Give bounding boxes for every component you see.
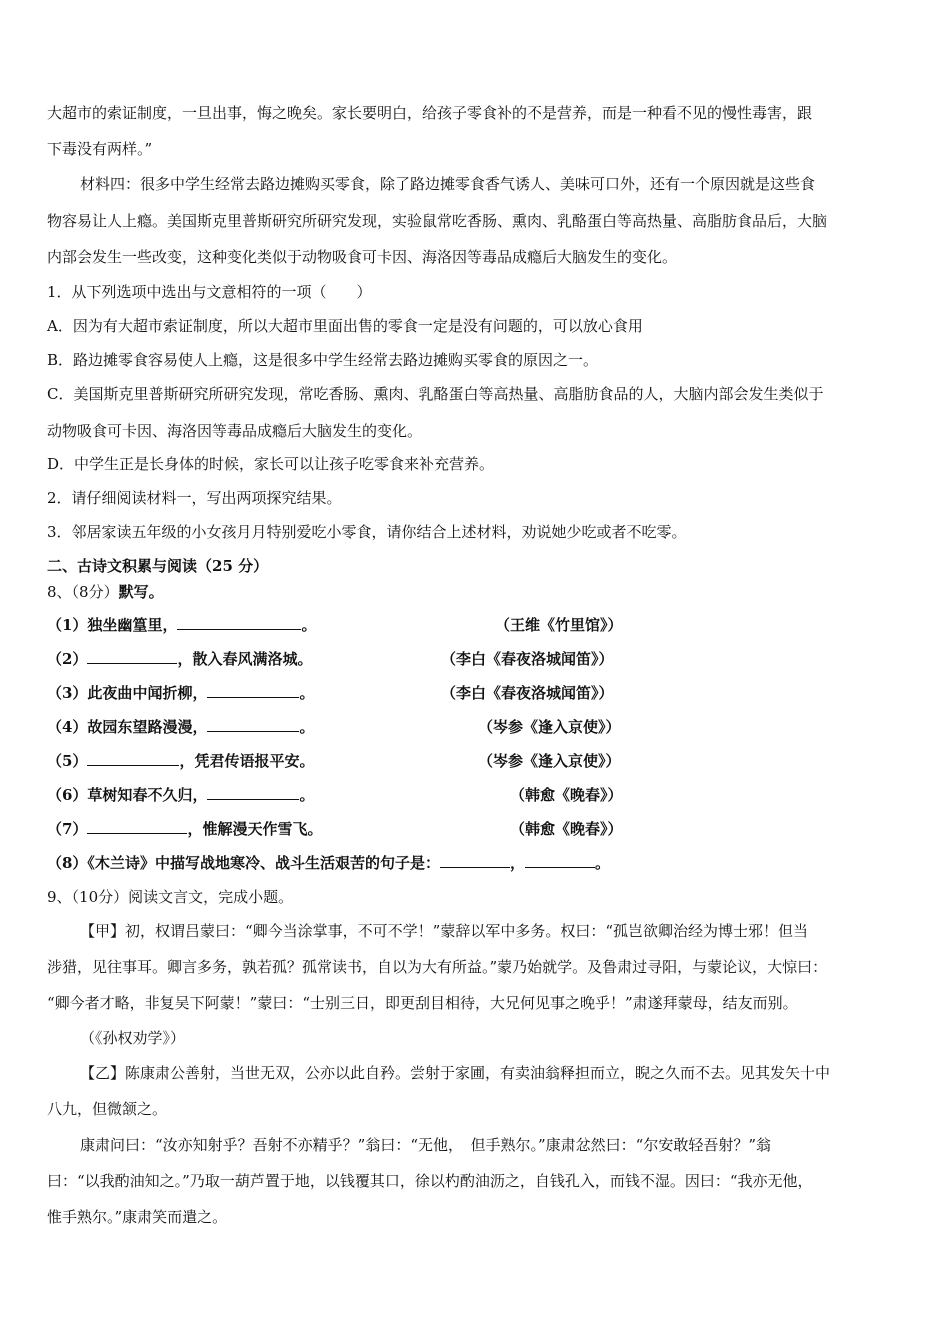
answer-blank[interactable] <box>177 615 301 630</box>
q8-item-8-pre: （8）《木兰诗》中描写战地寒冷、战斗生活艰苦的句子是： <box>47 854 440 872</box>
q8-item-3 <box>47 683 314 703</box>
material4-line3: 内部会发生一些改变，这种变化类似于动物吸食可卡因、海洛因等毒品成瘾后大脑发生的变化。 <box>47 248 678 266</box>
q8-item-7-pre: （7） <box>47 820 88 838</box>
q1-option-c-line1: C．美国斯克里普斯研究所研究发现，常吃香肠、熏肉、乳酪蛋白等高热量、高脂肪食品的人，大脑内部会发生类似于 <box>47 385 824 403</box>
answer-blank[interactable] <box>87 751 179 766</box>
q8-item-4-source: （岑参《逢入京使》） <box>478 718 621 736</box>
q8-item-7-post: ，惟解漫天作雪飞。 <box>187 820 323 838</box>
q8-item-1-source: （王维《竹里馆》） <box>495 616 623 634</box>
material4-line1: 材料四：很多中学生经常去路边摊购买零食，除了路边摊零食香气诱人、美味可口外，还有一个原因就是这些食 <box>80 175 816 193</box>
q1-stem: 1．从下列选项中选出与文意相符的一项（ ） <box>47 283 372 301</box>
passage-yi-line3: 康肃问曰：“汝亦知射乎？吾射不亦精乎？”翁曰：“无他， 但手熟尔。”康肃忿然曰：“尔安敢轻吾射？”翁 <box>80 1136 772 1154</box>
q8-item-5-pre: （5） <box>47 752 88 770</box>
q8-item-1 <box>47 615 316 635</box>
q8-item-6 <box>47 785 314 805</box>
q1-option-d: D．中学生正是长身体的时候，家长可以让孩子吃零食来补充营养。 <box>47 455 495 473</box>
q8-item-8-post: 。 <box>594 854 610 872</box>
q8-item-5 <box>47 751 314 771</box>
q9-heading: 9、（10分）阅读文言文，完成小题。 <box>47 888 294 906</box>
q8-item-3-post: 。 <box>299 684 315 702</box>
q8-item-7 <box>47 819 322 839</box>
q8-item-5-post: ，凭君传语报平安。 <box>179 752 315 770</box>
q8-item-4-pre: （4）故园东望路漫漫， <box>47 718 208 736</box>
q8-item-2-post: ，散入春风满洛城。 <box>177 650 313 668</box>
passage-jia-line2: 涉猎，见往事耳。卿言多务，孰若孤？孤常读书，自以为大有所益。”蒙乃始就学。及鲁肃过寻阳，与蒙论议，大惊曰： <box>47 958 828 976</box>
q3-stem: 3．邻居家读五年级的小女孩月月特别爱吃小零食，请你结合上述材料，劝说她少吃或者不吃零。 <box>47 523 687 541</box>
answer-blank[interactable] <box>207 683 299 698</box>
passage-jia-line3: “卿今者才略，非复吴下阿蒙！”蒙曰：“士别三日，即更刮目相待，大兄何见事之晚乎！”肃遂拜蒙母，结友而别。 <box>47 994 798 1012</box>
q8-item-2-pre: （2） <box>47 650 88 668</box>
q8-item-3-source: （李白《春夜洛城闻笛》） <box>441 684 614 702</box>
material4-line2: 物容易让人上瘾。美国斯克里普斯研究所研究发现，实验鼠常吃香肠、熏肉、乳酪蛋白等高热量、高脂肪食品后，大脑 <box>47 212 828 230</box>
q8-item-5-source: （岑参《逢入京使》） <box>478 752 621 770</box>
q8-item-6-pre: （6）草树知春不久归， <box>47 786 208 804</box>
q1-option-a: A．因为有大超市索证制度，所以大超市里面出售的零食一定是没有问题的，可以放心食用 <box>47 317 643 335</box>
passage-yi-line1: 【乙】陈康肃公善射，当世无双，公亦以此自矜。尝射于家圃，有卖油翁释担而立，睨之久而不去。见其发矢十中 <box>80 1064 831 1082</box>
q8-item-2 <box>47 649 312 669</box>
q8-heading <box>47 582 164 602</box>
q8-item-6-source: （韩愈《晚春》） <box>510 786 623 804</box>
q8-item-6-post: 。 <box>299 786 315 804</box>
q8-heading-prefix: 8、（8分） <box>47 583 119 601</box>
q8-item-1-post: 。 <box>301 616 317 634</box>
q8-item-4 <box>47 717 314 737</box>
q1-option-c-line2: 动物吸食可卡因、海洛因等毒品成瘾后大脑发生的变化。 <box>47 422 423 440</box>
answer-blank[interactable] <box>207 785 299 800</box>
passage-jia-source: （《孙权劝学》） <box>80 1029 186 1047</box>
q8-item-8 <box>47 853 610 873</box>
q2-stem: 2．请仔细阅读材料一，写出两项探究结果。 <box>47 489 342 507</box>
answer-blank[interactable] <box>525 853 595 868</box>
q8-item-8-mid: ， <box>509 854 525 872</box>
q8-item-3-pre: （3）此夜曲中闻折柳， <box>47 684 208 702</box>
q8-item-4-post: 。 <box>299 718 315 736</box>
q8-heading-bold: 默写。 <box>118 583 164 601</box>
q8-item-2-source: （李白《春夜洛城闻笛》） <box>441 650 614 668</box>
answer-blank[interactable] <box>440 853 510 868</box>
material3-line1: 大超市的索证制度，一旦出事，悔之晚矣。家长要明白，给孩子零食补的不是营养，而是一种看不见的慢性毒害，跟 <box>47 104 813 122</box>
passage-jia-line1: 【甲】初，权谓吕蒙曰：“卿今当涂掌事，不可不学！”蒙辞以军中多务。权曰：“孤岂欲卿治经为博士邪！但当 <box>80 922 809 940</box>
answer-blank[interactable] <box>87 649 177 664</box>
passage-yi-line4: 曰：“以我酌油知之。”乃取一葫芦置于地，以钱覆其口，徐以杓酌油沥之，自钱孔入，而钱不湿。因曰：“我亦无他， <box>47 1172 813 1190</box>
q1-option-b: B．路边摊零食容易使人上瘾，这是很多中学生经常去路边摊购买零食的原因之一。 <box>47 351 599 369</box>
q8-item-1-pre: （1）独坐幽篁里， <box>47 616 178 634</box>
passage-yi-line5: 惟手熟尔。”康肃笑而遣之。 <box>47 1208 228 1226</box>
material3-line2: 下毒没有两样。” <box>47 140 153 158</box>
answer-blank[interactable] <box>87 819 187 834</box>
answer-blank[interactable] <box>207 717 299 732</box>
passage-yi-line2: 八九，但微颔之。 <box>47 1100 168 1118</box>
q8-item-7-source: （韩愈《晚春》） <box>510 820 623 838</box>
section-heading: 二、古诗文积累与阅读（25 分） <box>47 557 269 575</box>
